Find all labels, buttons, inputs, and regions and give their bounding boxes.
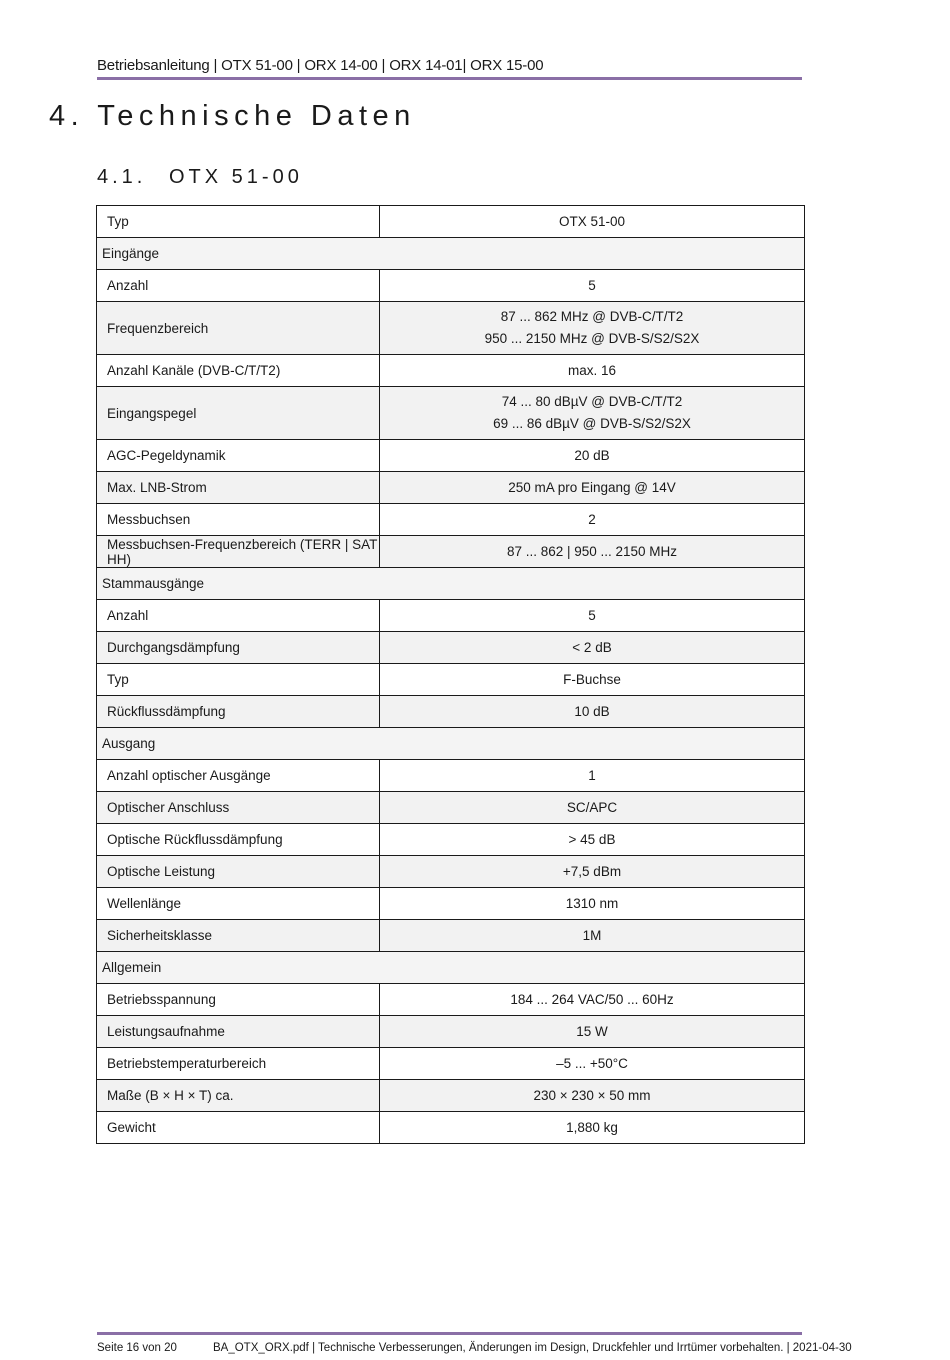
table-row: [97, 472, 805, 504]
parameter-value: [380, 824, 805, 856]
parameter-value: [380, 1112, 805, 1144]
parameter-label: Anzahl optischer Ausgänge: [97, 760, 380, 792]
parameter-label: Maße (B × H × T) ca.: [97, 1080, 380, 1112]
parameter-value-line: 5: [588, 277, 596, 293]
parameter-value-line: 1M: [582, 927, 602, 943]
table-header-value: OTX 51-00: [380, 206, 805, 238]
parameter-label: Typ: [97, 664, 380, 696]
table-section-title: Stammausgänge: [97, 568, 805, 600]
spec-table-body: [97, 206, 805, 1144]
page-header-title: Betriebsanleitung | OTX 51-00 | ORX 14-00 | ORX 14-01| ORX 15-00: [97, 57, 544, 74]
parameter-value-line: 69 ... 86 dBµV @ DVB-S/S2/S2X: [493, 416, 691, 431]
parameter-value: [380, 472, 805, 504]
parameter-label: Frequenzbereich: [97, 302, 380, 355]
section-number: 4.: [49, 100, 85, 132]
parameter-value: [380, 355, 805, 387]
parameter-label: Durchgangsdämpfung: [97, 632, 380, 664]
section-title: Technische Daten: [97, 100, 416, 132]
parameter-value: [380, 387, 805, 440]
table-section-title: Allgemein: [97, 952, 805, 984]
parameter-label: Anzahl Kanäle (DVB-C/T/T2): [97, 355, 380, 387]
table-row: [97, 632, 805, 664]
parameter-value: [380, 302, 805, 355]
parameter-value: [380, 600, 805, 632]
parameter-value: [380, 440, 805, 472]
parameter-label: Messbuchsen: [97, 504, 380, 536]
table-row: [97, 920, 805, 952]
footer-note: BA_OTX_ORX.pdf | Technische Verbesserungen, Änderungen im Design, Druckfehler und Irrtümer vorbehalten. | 2021-04-30: [213, 1342, 852, 1354]
parameter-value-line: –5 ... +50°C: [556, 1055, 628, 1071]
table-section-title: Ausgang: [97, 728, 805, 760]
parameter-value-line: 1: [588, 767, 596, 783]
table-row: [97, 302, 805, 355]
parameter-value-line: 15 W: [576, 1023, 608, 1039]
parameter-label: Anzahl: [97, 270, 380, 302]
table-row: [97, 387, 805, 440]
table-row: [97, 1048, 805, 1080]
parameter-value: [380, 1048, 805, 1080]
parameter-value: [380, 856, 805, 888]
subsection-heading: [97, 166, 303, 189]
parameter-label: Max. LNB-Strom: [97, 472, 380, 504]
parameter-label: Anzahl: [97, 600, 380, 632]
parameter-value-line: 950 ... 2150 MHz @ DVB-S/S2/S2X: [484, 331, 700, 346]
parameter-label: Sicherheitsklasse: [97, 920, 380, 952]
parameter-label: Wellenlänge: [97, 888, 380, 920]
parameter-value-line: 5: [588, 607, 596, 623]
parameter-value: [380, 984, 805, 1016]
table-row: [97, 696, 805, 728]
table-row: [97, 664, 805, 696]
table-header-row: [97, 206, 805, 238]
table-row: [97, 355, 805, 387]
parameter-value-line: 2: [588, 511, 596, 527]
parameter-value-line: 1,880 kg: [566, 1119, 618, 1135]
parameter-value-line: 74 ... 80 dBµV @ DVB-C/T/T2: [501, 394, 683, 409]
table-row: [97, 270, 805, 302]
table-section-row: [97, 568, 805, 600]
parameter-value: [380, 1016, 805, 1048]
table-section-row: [97, 728, 805, 760]
subsection-number: 4.1.: [97, 166, 147, 188]
parameter-value: [380, 792, 805, 824]
parameter-value-line: 1310 nm: [565, 895, 619, 911]
parameter-value-line: F-Buchse: [563, 671, 621, 687]
subsection-title: OTX 51-00: [169, 166, 303, 188]
table-header-label: Typ: [97, 206, 380, 238]
table-row: [97, 440, 805, 472]
table-row: [97, 600, 805, 632]
table-section-title: Eingänge: [97, 238, 805, 270]
parameter-label: Optische Rückflussdämpfung: [97, 824, 380, 856]
parameter-value: [380, 760, 805, 792]
parameter-value: [380, 1080, 805, 1112]
parameter-value-line: max. 16: [567, 362, 617, 378]
parameter-value-line: +7,5 dBm: [562, 863, 622, 879]
parameter-value-line: SC/APC: [566, 799, 618, 815]
parameter-value-line: 87 ... 862 MHz @ DVB-C/T/T2: [500, 309, 684, 324]
parameter-value: [380, 632, 805, 664]
parameter-value: [380, 696, 805, 728]
table-section-row: [97, 238, 805, 270]
parameter-value-line: 184 ... 264 VAC/50 ... 60Hz: [510, 991, 674, 1007]
parameter-value: [380, 270, 805, 302]
parameter-value: [380, 504, 805, 536]
table-row: [97, 1112, 805, 1144]
table-row: [97, 504, 805, 536]
footer-rule: [97, 1332, 802, 1335]
table-row: [97, 792, 805, 824]
parameter-value-line: < 2 dB: [572, 639, 612, 655]
table-row: [97, 1080, 805, 1112]
parameter-label: Leistungsaufnahme: [97, 1016, 380, 1048]
parameter-value: [380, 664, 805, 696]
parameter-value-line: 10 dB: [574, 703, 610, 719]
section-heading: [49, 100, 416, 133]
header-rule: [97, 77, 802, 80]
parameter-label: Eingangspegel: [97, 387, 380, 440]
table-row: [97, 1016, 805, 1048]
parameter-label: AGC-Pegeldynamik: [97, 440, 380, 472]
parameter-label: Gewicht: [97, 1112, 380, 1144]
parameter-value-line: > 45 dB: [568, 831, 616, 847]
parameter-value: [380, 536, 805, 568]
parameter-value-line: 20 dB: [574, 447, 610, 463]
parameter-label: Betriebsspannung: [97, 984, 380, 1016]
parameter-label: Rückflussdämpfung: [97, 696, 380, 728]
parameter-label: Betriebstemperaturbereich: [97, 1048, 380, 1080]
footer-page-number: Seite 16 von 20: [97, 1342, 177, 1354]
parameter-value-line: 230 × 230 × 50 mm: [533, 1087, 651, 1103]
parameter-value: [380, 920, 805, 952]
parameter-label: Optischer Anschluss: [97, 792, 380, 824]
parameter-label: Messbuchsen-Frequenzbereich (TERR | SAT HH): [97, 536, 380, 568]
parameter-value: [380, 888, 805, 920]
table-row: [97, 984, 805, 1016]
table-row: [97, 760, 805, 792]
table-row: [97, 824, 805, 856]
parameter-value-line: 250 mA pro Eingang @ 14V: [508, 479, 676, 495]
table-row: [97, 888, 805, 920]
table-row: [97, 536, 805, 568]
parameter-value-line: 87 ... 862 | 950 ... 2150 MHz: [506, 543, 678, 559]
spec-table: [96, 205, 805, 1144]
parameter-label: Optische Leistung: [97, 856, 380, 888]
table-section-row: [97, 952, 805, 984]
table-row: [97, 856, 805, 888]
